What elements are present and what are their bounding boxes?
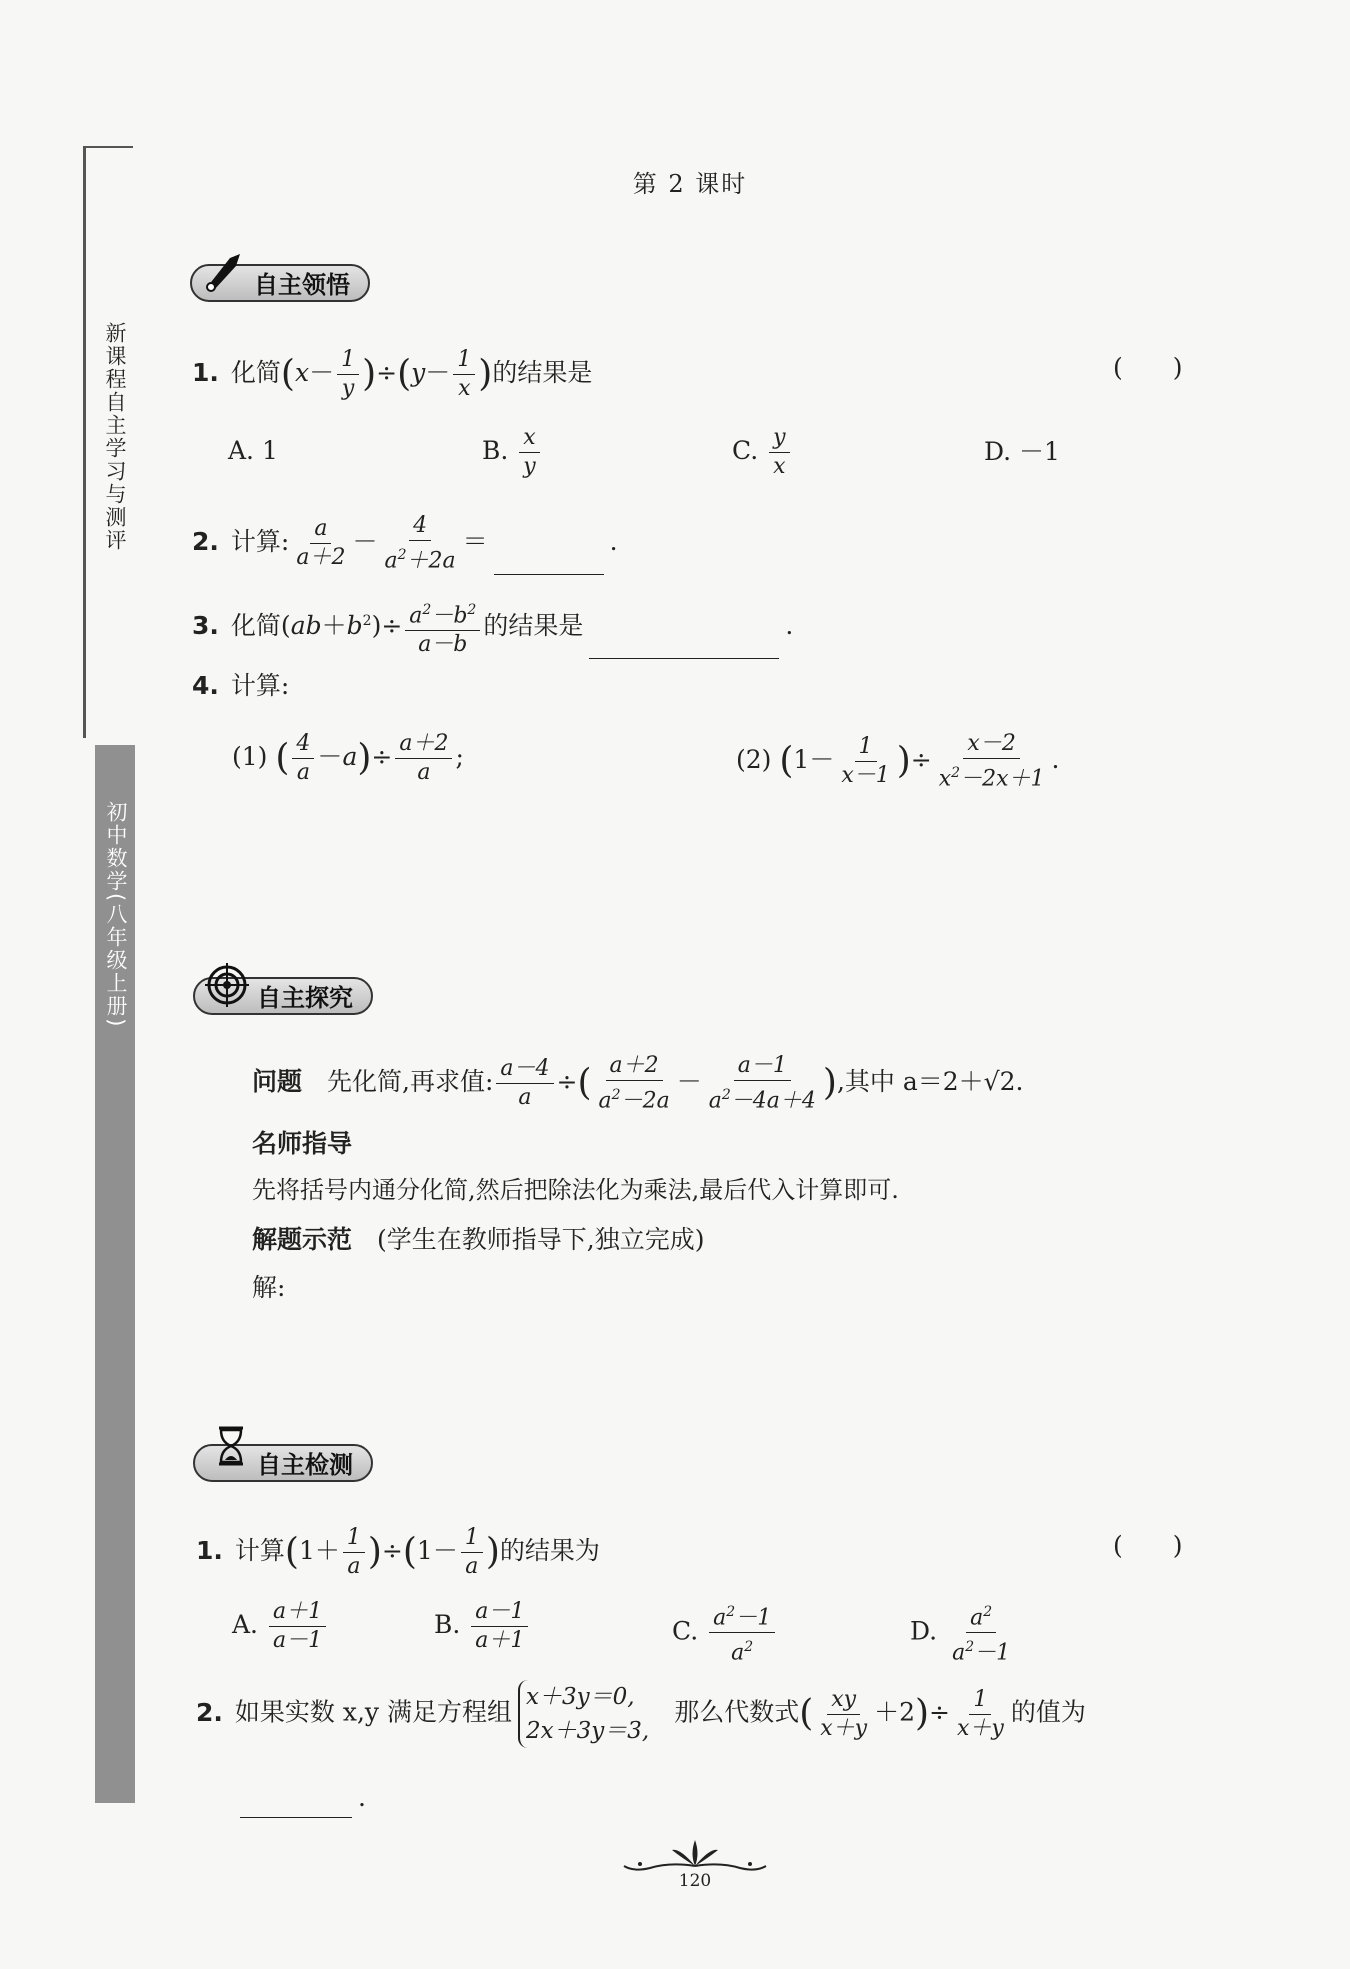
section-title-1: 自主领悟 [190,264,370,302]
answer-blank[interactable] [589,658,779,659]
p1-q4-part-2: (2) (1－ $\frac{1}{x-1}$ )÷ $\frac{x-2}{x^2-2x+1}$ . [736,731,1060,792]
sidebar-top-band [83,146,134,738]
p1-question-3: 3. 化简$(ab+b^2)\div$ $\frac{a^2-b^2}{a-b}$ 的结果是 . [192,596,793,659]
section-header-2 [193,977,373,1015]
p1-q4-part-1: (1) ( $\frac{4}{a}$ －a)÷ $\frac{a+2}{a}$ ; [232,731,464,785]
answer-bracket: ( ) [1113,1531,1183,1560]
guide-text: 先将括号内通分化简,然后把除法化为乘法,最后代入计算即可. [252,1176,899,1204]
p1-q1-choice-a: A. 1 [228,436,278,465]
sidebar-bottom-band [95,745,135,1803]
section-header-3 [193,1444,373,1482]
section-title-2: 自主探究 [193,977,373,1015]
target-icon [203,961,251,1009]
p1-q1-choice-d: D. －1 [984,437,1060,466]
question-text: 化简 [230,358,281,387]
p1-q1-choice-c: C. $\frac{y}{x}$ [732,424,793,481]
page-number: 120 [678,1871,712,1891]
book-subtitle: 初中数学(八年级上册) [104,801,128,1029]
p3-q1-choice-c: C. $\frac{a^2-1}{a^2}$ [672,1598,778,1668]
page-title: 第 2 课时 [632,170,748,198]
answer-blank[interactable] [494,574,604,575]
hourglass-icon [207,1422,255,1470]
p1-question-1: 1. 化简(x－ $\frac{1}{y}$ )÷(y－ $\frac{1}{x}$ )的结果是 [192,347,593,401]
p1-question-4: 4. 计算: [192,671,290,700]
demo-line: 解题示范 (学生在教师指导下,独立完成) [252,1225,705,1254]
p3-question-1: 1. 计算(1＋ $\frac{1}{a}$ )÷(1－ $\frac{1}{a}$ )的结果为 [196,1525,600,1579]
p1-q1-choice-b: B. $\frac{x}{y}$ [482,424,543,481]
answer-bracket: ( ) [1113,353,1183,382]
section-header-1 [190,264,370,302]
pen-icon [200,246,248,294]
p3-question-2: 2. 如果实数 x,y 满足方程组 x＋3y＝0, 2x＋3y＝3, 那么代数式( $\frac{xy}{x+y}$ ＋2)÷ $\frac{1}{x+y}$ 的值为 [196,1680,1086,1748]
ornament-icon [620,1836,770,1876]
series-title: 新课程自主学习与测评 [103,322,127,552]
p3-q1-choice-a: A. $\frac{a+1}{a-1}$ [232,1598,329,1655]
question-number: 1. [192,358,219,387]
section-title-3: 自主检测 [193,1444,373,1482]
solution-label: 解: [252,1273,286,1302]
equation-system: x＋3y＝0, 2x＋3y＝3, [518,1680,649,1748]
p2-problem: 问题 先化简,再求值: $\frac{a-4}{a}$ ÷( $\frac{a+2}{a^2-2a}$ － $\frac{a-1}{a^2-4a+4}$ ),其中 a＝2＋√2. [252,1053,1024,1114]
p3-q1-choice-b: B. $\frac{a-1}{a+1}$ [434,1598,531,1655]
answer-blank[interactable] [240,1817,352,1818]
question-text: 的结果是 [492,358,593,387]
guide-title: 名师指导 [252,1129,353,1158]
p3-q1-choice-d: D. $\frac{a^2}{a^2-1}$ [910,1598,1017,1668]
p1-question-2: 2. 计算: $\frac{a}{a+2}$ － $\frac{4}{a^2+2a}$ ＝ . [192,513,618,574]
p3-q2-answer: . [234,1778,366,1818]
